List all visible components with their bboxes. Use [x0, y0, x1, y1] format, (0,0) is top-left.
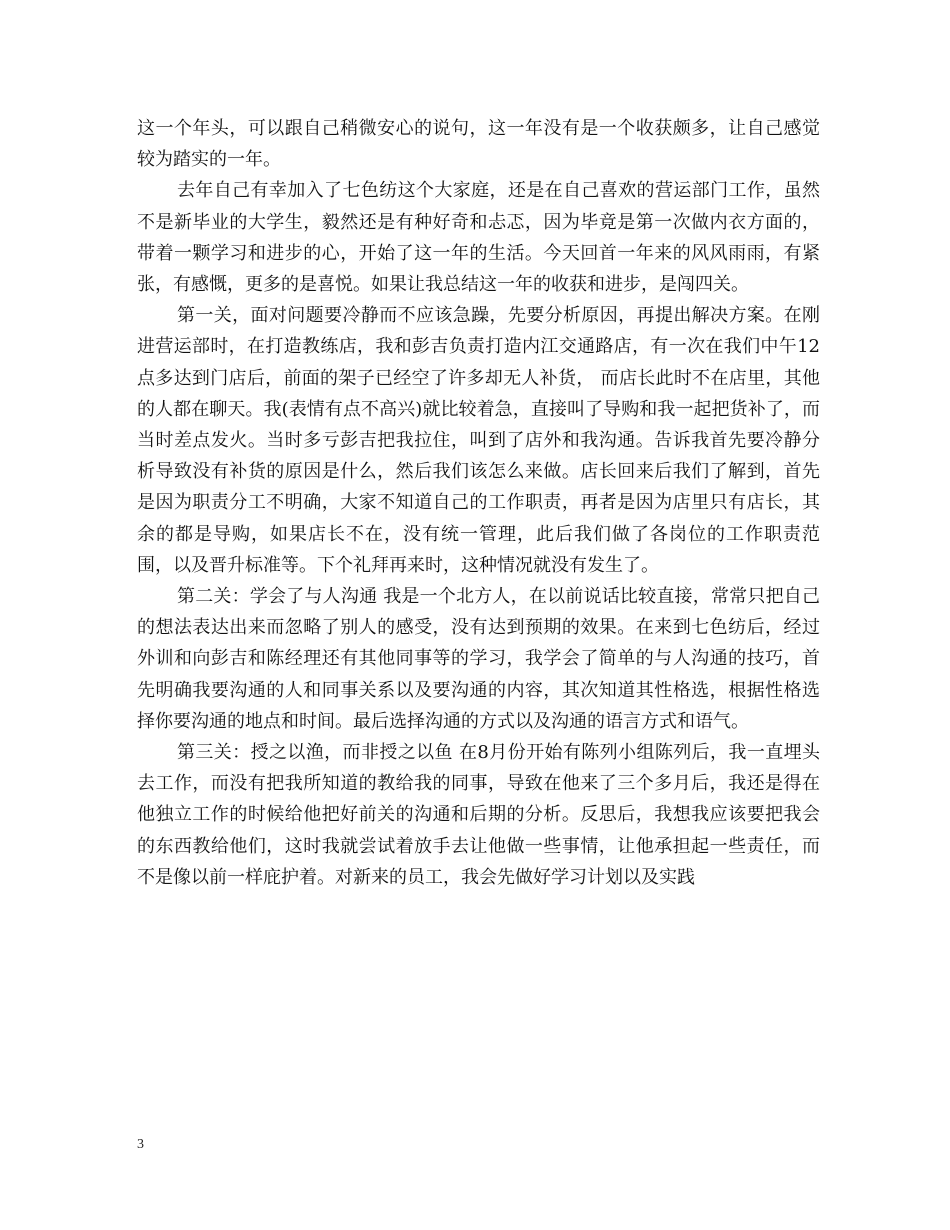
paragraph-4: 第二关：学会了与人沟通 我是一个北方人，在以前说话比较直接，常常只把自己的想法表达出来而忽略了别人的感受，没有达到预期的效果。在来到七色纺后，经过外训和向彭吉和陈经理还有其他同事等的学习，我学会了简单的与人沟通的技巧，首先明确我要沟通的人和同事关系以及要沟通的内容，其次知道其性格选，根据性格选择你要沟通的地点和时间。最后选择沟通的方式以及沟通的语言方式和语气。 [137, 586, 820, 732]
page-number: 3 [137, 1137, 144, 1152]
paragraph-2: 去年自己有幸加入了七色纺这个大家庭，还是在自己喜欢的营运部门工作，虽然不是新毕业的大学生，毅然还是有种好奇和忐忑，因为毕竟是第一次做内衣方面的，带着一颗学习和进步的心，开始了这一年的生活。今天回首一年来的风风雨雨，有紧张，有感慨，更多的是喜悦。如果让我总结这一年的收获和进步，是闯四关。 [137, 180, 820, 296]
paragraph-1: 这一个年头，可以跟自己稍微安心的说句，这一年没有是一个收获颇多，让自己感觉较为踏实的一年。 [137, 118, 820, 171]
paragraph-3: 第一关，面对问题要冷静而不应该急躁，先要分析原因，再提出解决方案。在刚进营运部时，在打造教练店，我和彭吉负责打造内江交通路店，有一次在我们中午12点多达到门店后，前面的架子已经空了许多却无人补货， 而店长此时不在店里，其他的人都在聊天。我(表情有点不高兴)就比较着急，直接叫了导购和我一起把货补了，而当时差点发火。当时多亏彭吉把我拉住，叫到了店外和我沟通。告诉我首先要冷静分析导致没有补货的原因是什么，然后我们该怎么来做。店长回来后我们了解到，首先是因为职责分工不明确，大家不知道自己的工作职责，再者是因为店里只有店长，其余的都是导购，如果店长不在，没有统一管理，此后我们做了各岗位的工作职责范围，以及晋升标准等。下个礼拜再来时，这种情况就没有发生了。 [137, 305, 820, 576]
paragraph-5: 第三关：授之以渔，而非授之以鱼 在8月份开始有陈列小组陈列后，我一直埋头去工作，而没有把我所知道的教给我的同事，导致在他来了三个多月后，我还是得在他独立工作的时候给他把好前关的沟通和后期的分析。反思后，我想我应该要把我会的东西教给他们，这时我就尝试着放手去让他做一些事情，让他承担起一些责任，而不是像以前一样庇护着。对新来的员工，我会先做好学习计划以及实践 [137, 742, 820, 888]
body-text [137, 113, 820, 893]
